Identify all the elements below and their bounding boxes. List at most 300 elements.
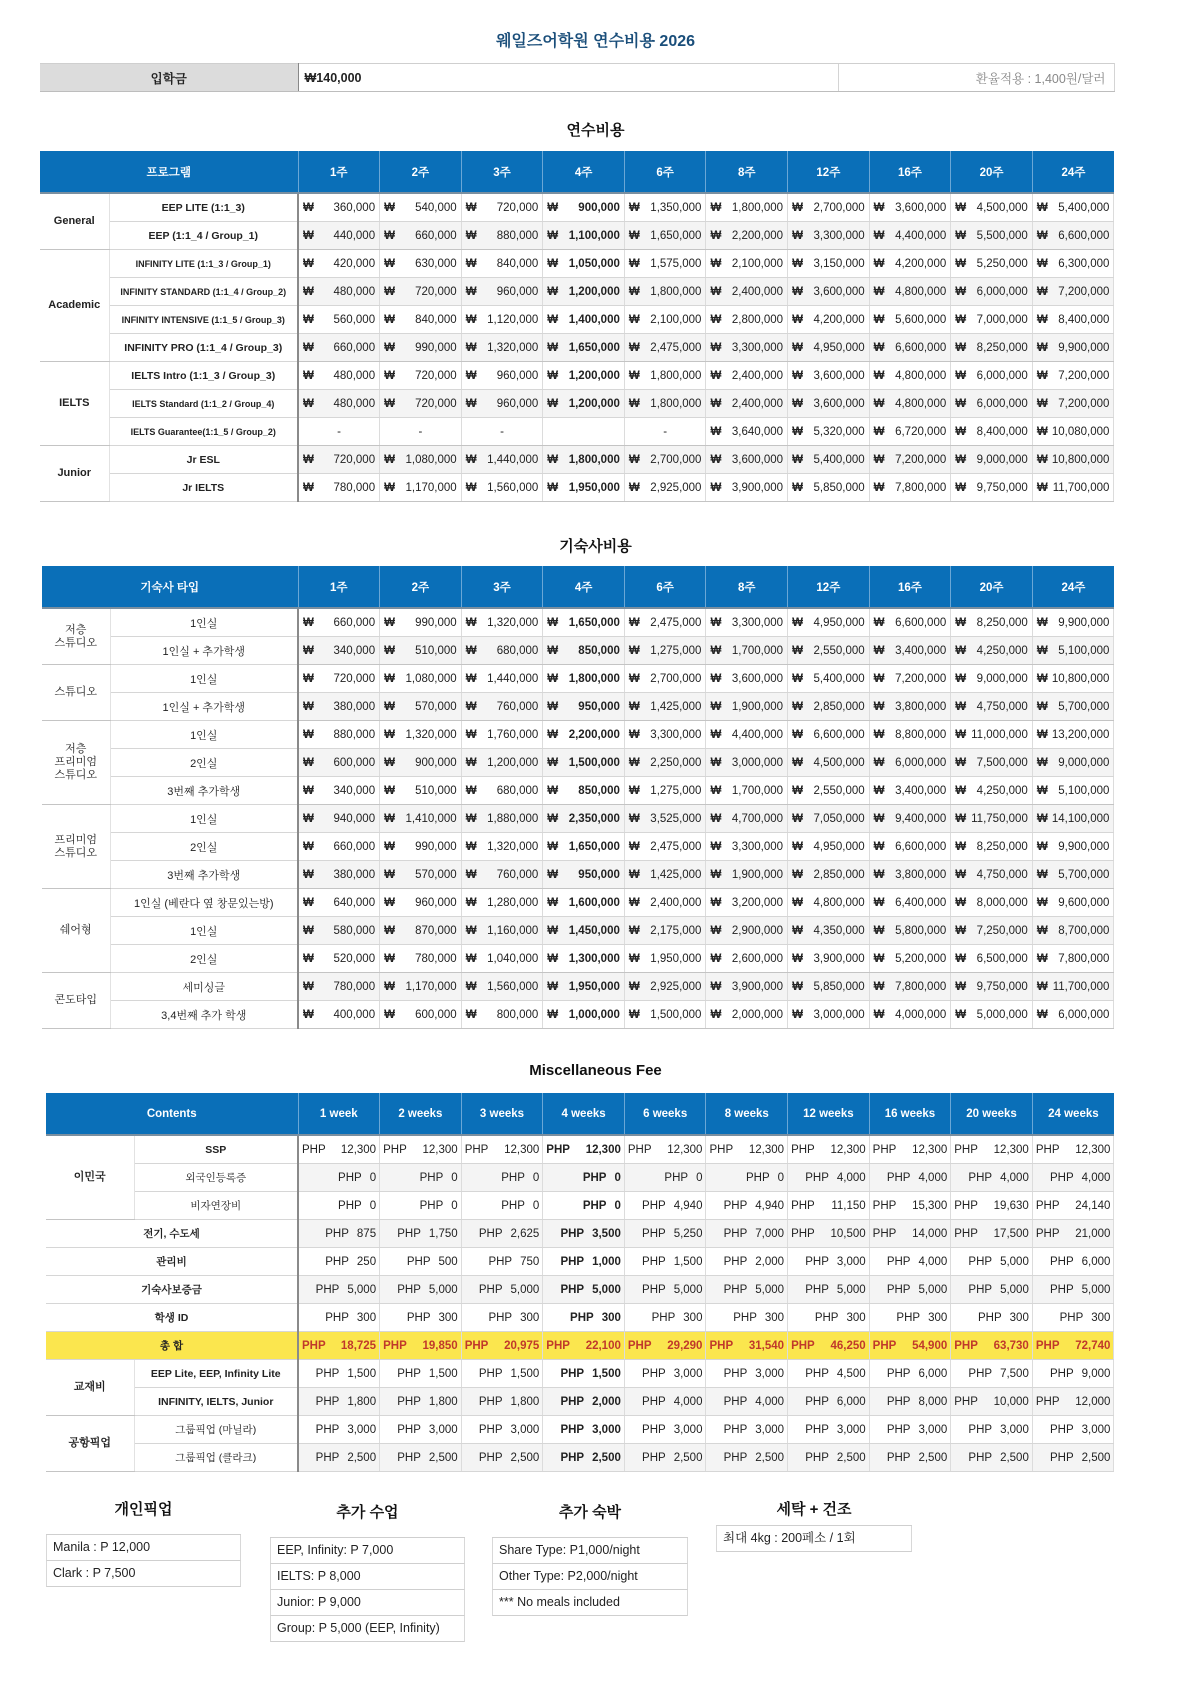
fee-value: 0 bbox=[614, 1199, 621, 1212]
fee-cell bbox=[298, 1444, 380, 1472]
fee-cell bbox=[1032, 1276, 1114, 1304]
column-header-week: 1주 bbox=[298, 151, 380, 193]
fee-cell bbox=[624, 1164, 706, 1192]
currency-label: PHP bbox=[791, 1143, 815, 1156]
price-cell bbox=[461, 805, 543, 833]
extra-title: 추가 수업 bbox=[336, 1504, 399, 1521]
price-cell bbox=[788, 1001, 870, 1029]
column-header-week: 24 weeks bbox=[1032, 1093, 1114, 1135]
currency-symbol: ₩ bbox=[384, 784, 395, 797]
price-value: 990,000 bbox=[415, 840, 457, 853]
currency-symbol: ₩ bbox=[792, 229, 803, 242]
fee-cell bbox=[461, 1248, 543, 1276]
currency-symbol: ₩ bbox=[465, 229, 477, 242]
column-header-week: 4주 bbox=[543, 566, 625, 608]
price-cell bbox=[869, 777, 951, 805]
price-value: 3,150,000 bbox=[813, 257, 865, 270]
currency-label: PHP bbox=[1050, 1255, 1074, 1268]
currency-symbol: ₩ bbox=[547, 285, 559, 298]
table-row bbox=[40, 362, 1114, 390]
price-cell bbox=[1032, 861, 1114, 889]
price-cell bbox=[461, 637, 543, 665]
price-value: 6,500,000 bbox=[976, 952, 1028, 965]
program-name: Jr ESL bbox=[109, 446, 298, 474]
table-row bbox=[42, 973, 1114, 1001]
fee-cell bbox=[380, 1444, 462, 1472]
price-value: 630,000 bbox=[415, 257, 457, 270]
fee-value: 12,300 bbox=[1075, 1143, 1111, 1156]
price-value: 1,900,000 bbox=[731, 868, 784, 881]
price-cell bbox=[461, 945, 543, 973]
currency-symbol: ₩ bbox=[547, 924, 559, 937]
currency-label: PHP bbox=[488, 1311, 513, 1324]
currency-symbol: ₩ bbox=[1036, 616, 1048, 629]
price-cell bbox=[298, 833, 380, 861]
misc-fee-table bbox=[46, 1093, 1114, 1472]
fee-cell bbox=[788, 1192, 870, 1220]
price-value: 1,450,000 bbox=[568, 924, 620, 937]
price-cell bbox=[461, 693, 543, 721]
price-cell bbox=[706, 278, 788, 306]
table-row bbox=[42, 861, 1114, 889]
currency-label: PHP bbox=[886, 1451, 911, 1464]
price-cell bbox=[298, 362, 380, 390]
currency-symbol: ₩ bbox=[792, 868, 803, 881]
column-header-week: 16주 bbox=[869, 151, 951, 193]
fee-cell bbox=[543, 1135, 625, 1164]
price-value: 720,000 bbox=[415, 369, 457, 382]
currency-label: PHP bbox=[464, 1339, 489, 1352]
fee-cell bbox=[461, 1220, 543, 1248]
price-cell bbox=[298, 777, 380, 805]
currency-symbol: ₩ bbox=[710, 397, 722, 410]
column-header-week: 4주 bbox=[543, 151, 625, 193]
currency-label: PHP bbox=[886, 1171, 911, 1184]
currency-label: PHP bbox=[302, 1339, 326, 1352]
price-value: 1,040,000 bbox=[487, 952, 539, 965]
currency-symbol: ₩ bbox=[792, 728, 803, 741]
price-cell bbox=[869, 917, 951, 945]
price-cell bbox=[380, 777, 462, 805]
currency-symbol: ₩ bbox=[384, 369, 395, 382]
fee-cell bbox=[706, 1304, 788, 1332]
tuition-table bbox=[40, 151, 1114, 502]
price-cell bbox=[869, 637, 951, 665]
price-value: 1,950,000 bbox=[568, 980, 620, 993]
currency-symbol: ₩ bbox=[710, 728, 722, 741]
currency-symbol: ₩ bbox=[547, 840, 559, 853]
currency-symbol: ₩ bbox=[628, 257, 640, 270]
price-cell bbox=[461, 418, 543, 446]
price-cell bbox=[951, 608, 1033, 637]
currency-symbol: ₩ bbox=[873, 229, 885, 242]
currency-label: PHP bbox=[805, 1255, 829, 1268]
price-cell bbox=[461, 222, 543, 250]
price-cell bbox=[624, 278, 706, 306]
currency-symbol: ₩ bbox=[710, 257, 722, 270]
price-value: 7,200,000 bbox=[895, 453, 947, 466]
price-value: 3,400,000 bbox=[895, 644, 947, 657]
fee-value: 2,500 bbox=[347, 1451, 377, 1464]
currency-symbol: ₩ bbox=[384, 672, 395, 685]
fee-cell bbox=[788, 1276, 870, 1304]
price-value: 720,000 bbox=[415, 285, 457, 298]
price-cell bbox=[1032, 973, 1114, 1001]
price-value: 3,400,000 bbox=[895, 784, 947, 797]
fee-value: 10,000 bbox=[993, 1395, 1029, 1408]
fee-cell bbox=[298, 1332, 380, 1360]
price-value: 1,200,000 bbox=[568, 397, 620, 410]
price-cell bbox=[461, 861, 543, 889]
fee-value: 3,000 bbox=[755, 1367, 785, 1380]
column-header-type: 기숙사 타입 bbox=[42, 566, 298, 608]
price-value: 8,250,000 bbox=[976, 840, 1028, 853]
fee-value: 2,500 bbox=[510, 1451, 540, 1464]
price-cell bbox=[706, 749, 788, 777]
currency-symbol: ₩ bbox=[792, 369, 803, 382]
price-value: 1,800,000 bbox=[568, 672, 620, 685]
currency-symbol: ₩ bbox=[955, 840, 967, 853]
price-cell bbox=[1032, 805, 1114, 833]
price-value: 4,250,000 bbox=[976, 644, 1028, 657]
price-value: 600,000 bbox=[415, 1008, 457, 1021]
fee-cell bbox=[951, 1360, 1033, 1388]
price-value: 9,000,000 bbox=[976, 672, 1028, 685]
price-value: 2,175,000 bbox=[650, 924, 702, 937]
price-cell bbox=[298, 749, 380, 777]
currency-symbol: ₩ bbox=[628, 840, 640, 853]
fee-value: 300 bbox=[928, 1311, 948, 1324]
price-value: 5,100,000 bbox=[1058, 784, 1110, 797]
fee-value: 3,000 bbox=[755, 1423, 785, 1436]
fee-cell bbox=[298, 1248, 380, 1276]
fee-value: 300 bbox=[520, 1311, 540, 1324]
price-cell bbox=[869, 693, 951, 721]
extra-item: Manila : P 12,000 bbox=[46, 1535, 241, 1561]
dormitory-table bbox=[42, 566, 1114, 1029]
price-cell bbox=[543, 749, 625, 777]
price-value: 570,000 bbox=[415, 700, 457, 713]
fee-cell bbox=[706, 1164, 788, 1192]
currency-symbol: ₩ bbox=[384, 201, 395, 214]
price-cell bbox=[298, 390, 380, 418]
fee-value: 0 bbox=[451, 1199, 458, 1212]
exchange-rate: 환율적용 : 1,400원/달러 bbox=[838, 64, 1114, 92]
currency-symbol: ₩ bbox=[384, 952, 395, 965]
currency-symbol: ₩ bbox=[547, 201, 559, 214]
price-cell bbox=[543, 805, 625, 833]
price-value: 3,600,000 bbox=[813, 285, 865, 298]
fee-cell bbox=[706, 1360, 788, 1388]
fee-cell bbox=[624, 1304, 706, 1332]
fee-value: 12,300 bbox=[340, 1143, 377, 1156]
price-value: 2,850,000 bbox=[813, 700, 865, 713]
fee-cell bbox=[461, 1304, 543, 1332]
currency-label: PHP bbox=[886, 1367, 911, 1380]
currency-symbol: ₩ bbox=[384, 868, 395, 881]
fee-cell bbox=[380, 1276, 462, 1304]
currency-label: PHP bbox=[872, 1339, 897, 1352]
currency-label: PHP bbox=[501, 1171, 525, 1184]
currency-symbol: ₩ bbox=[547, 481, 559, 494]
price-cell bbox=[624, 250, 706, 278]
price-cell bbox=[543, 362, 625, 390]
currency-symbol: ₩ bbox=[465, 672, 477, 685]
price-value: 2,900,000 bbox=[731, 924, 784, 937]
fee-value: 3,000 bbox=[673, 1423, 703, 1436]
room-type: 1인실 bbox=[110, 665, 298, 693]
price-value: 9,600,000 bbox=[1058, 896, 1110, 909]
price-value: 990,000 bbox=[415, 616, 457, 629]
price-value: 5,400,000 bbox=[1058, 201, 1110, 214]
currency-label: PHP bbox=[383, 1143, 407, 1156]
currency-label: PHP bbox=[886, 1395, 911, 1408]
fee-value: 17,500 bbox=[993, 1227, 1029, 1240]
price-cell bbox=[298, 973, 380, 1001]
column-header-week: 12 weeks bbox=[788, 1093, 870, 1135]
price-value: 850,000 bbox=[578, 644, 620, 657]
price-value: 5,200,000 bbox=[895, 952, 947, 965]
price-value: 570,000 bbox=[415, 868, 457, 881]
price-value: 2,200,000 bbox=[568, 728, 620, 741]
currency-symbol: ₩ bbox=[873, 840, 885, 853]
currency-symbol: ₩ bbox=[628, 924, 640, 937]
price-value: 1,800,000 bbox=[568, 453, 620, 466]
currency-symbol: ₩ bbox=[955, 868, 967, 881]
table-row bbox=[42, 889, 1114, 917]
currency-symbol: ₩ bbox=[710, 756, 722, 769]
price-value: 1,650,000 bbox=[568, 341, 620, 354]
misc-title: Miscellaneous Fee bbox=[529, 1062, 662, 1079]
price-cell bbox=[951, 889, 1033, 917]
currency-symbol: ₩ bbox=[547, 616, 559, 629]
extra-item: Clark : P 7,500 bbox=[46, 1561, 241, 1587]
currency-label: PHP bbox=[315, 1451, 340, 1464]
column-header-type: Contents bbox=[46, 1093, 298, 1135]
table-row bbox=[46, 1135, 1114, 1164]
fee-cell bbox=[706, 1220, 788, 1248]
currency-label: PHP bbox=[709, 1339, 734, 1352]
price-cell bbox=[1032, 917, 1114, 945]
price-value: 870,000 bbox=[415, 924, 457, 937]
currency-label: PHP bbox=[642, 1395, 666, 1408]
fee-cell bbox=[298, 1192, 380, 1220]
price-value: 1,425,000 bbox=[650, 868, 702, 881]
currency-symbol: ₩ bbox=[628, 728, 640, 741]
price-cell bbox=[543, 418, 625, 446]
price-cell bbox=[706, 777, 788, 805]
price-cell bbox=[1032, 474, 1114, 502]
fee-value: 12,000 bbox=[1075, 1395, 1111, 1408]
fee-cell bbox=[869, 1248, 951, 1276]
currency-symbol: ₩ bbox=[547, 896, 559, 909]
currency-symbol: ₩ bbox=[384, 756, 395, 769]
price-value: 1,880,000 bbox=[487, 812, 539, 825]
price-cell bbox=[543, 973, 625, 1001]
price-cell bbox=[706, 861, 788, 889]
price-cell bbox=[543, 306, 625, 334]
price-cell bbox=[461, 390, 543, 418]
price-cell bbox=[624, 749, 706, 777]
fee-value: 72,740 bbox=[1075, 1339, 1111, 1352]
currency-label: PHP bbox=[315, 1283, 340, 1296]
group-label: IELTS bbox=[40, 362, 109, 446]
currency-symbol: ₩ bbox=[710, 481, 722, 494]
group-label: General bbox=[40, 193, 109, 250]
column-header-week: 20주 bbox=[951, 151, 1033, 193]
price-cell bbox=[461, 306, 543, 334]
price-value: 2,800,000 bbox=[731, 313, 784, 326]
price-cell bbox=[951, 222, 1033, 250]
fee-cell bbox=[706, 1388, 788, 1416]
currency-label: PHP bbox=[501, 1199, 525, 1212]
price-value: 680,000 bbox=[496, 784, 539, 797]
fee-cell bbox=[543, 1304, 625, 1332]
currency-symbol: ₩ bbox=[465, 728, 477, 741]
price-value: 10,800,000 bbox=[1051, 453, 1110, 466]
currency-label: PHP bbox=[325, 1255, 349, 1268]
currency-label: PHP bbox=[978, 1311, 1002, 1324]
price-value: 1,950,000 bbox=[568, 481, 620, 494]
currency-symbol: ₩ bbox=[628, 700, 640, 713]
price-value: 4,800,000 bbox=[895, 369, 947, 382]
price-value: 480,000 bbox=[333, 369, 376, 382]
fee-cell bbox=[788, 1164, 870, 1192]
price-cell bbox=[543, 917, 625, 945]
price-cell bbox=[461, 446, 543, 474]
currency-symbol: ₩ bbox=[955, 397, 967, 410]
table-row bbox=[46, 1276, 1114, 1304]
currency-symbol: ₩ bbox=[955, 425, 967, 438]
fee-cell bbox=[380, 1192, 462, 1220]
table-row bbox=[42, 721, 1114, 749]
extra-box bbox=[492, 1537, 688, 1616]
fee-cell bbox=[543, 1276, 625, 1304]
price-cell bbox=[951, 362, 1033, 390]
currency-symbol: ₩ bbox=[955, 672, 967, 685]
price-value: 6,720,000 bbox=[895, 425, 947, 438]
price-value: 4,800,000 bbox=[895, 285, 947, 298]
currency-label: PHP bbox=[733, 1311, 757, 1324]
extra-item: 최대 4kg : 200페소 / 1회 bbox=[716, 1526, 912, 1552]
fee-cell bbox=[624, 1416, 706, 1444]
group-label: 콘도타입 bbox=[42, 973, 110, 1029]
currency-symbol: ₩ bbox=[465, 756, 477, 769]
price-value: - bbox=[418, 425, 423, 438]
currency-symbol: ₩ bbox=[873, 868, 885, 881]
price-cell bbox=[951, 917, 1033, 945]
group-label: Junior bbox=[40, 446, 109, 502]
currency-symbol: ₩ bbox=[303, 453, 314, 466]
fee-value: 11,150 bbox=[831, 1199, 866, 1212]
fee-value: 6,000 bbox=[836, 1395, 866, 1408]
page-title: 웨일즈어학원 연수비용 2026 bbox=[495, 33, 696, 50]
price-value: 2,250,000 bbox=[650, 756, 702, 769]
price-value: 8,800,000 bbox=[895, 728, 947, 741]
fee-value: 0 bbox=[369, 1199, 377, 1212]
price-value: 7,800,000 bbox=[895, 980, 947, 993]
price-cell bbox=[951, 721, 1033, 749]
fee-value: 2,500 bbox=[428, 1451, 458, 1464]
table-row bbox=[42, 805, 1114, 833]
currency-label: PHP bbox=[1059, 1311, 1084, 1324]
currency-symbol: ₩ bbox=[384, 229, 395, 242]
table-row bbox=[46, 1416, 1114, 1444]
fee-value: 4,000 bbox=[836, 1171, 866, 1184]
currency-symbol: ₩ bbox=[384, 285, 395, 298]
column-header-week: 1주 bbox=[298, 566, 380, 608]
currency-label: PHP bbox=[886, 1423, 911, 1436]
currency-symbol: ₩ bbox=[303, 481, 314, 494]
price-value: 4,350,000 bbox=[813, 924, 865, 937]
currency-label: PHP bbox=[805, 1171, 829, 1184]
fee-value: 31,540 bbox=[748, 1339, 785, 1352]
fee-cell bbox=[869, 1276, 951, 1304]
room-type: 1인실 (베란다 옆 창문있는방) bbox=[110, 889, 298, 917]
price-value: 840,000 bbox=[496, 257, 539, 270]
room-type: 1인실 + 추가학생 bbox=[110, 693, 298, 721]
currency-symbol: ₩ bbox=[873, 257, 885, 270]
price-value: 380,000 bbox=[333, 868, 376, 881]
fee-value: 0 bbox=[614, 1171, 621, 1184]
fee-cell bbox=[869, 1135, 951, 1164]
price-value: 6,600,000 bbox=[895, 840, 947, 853]
fee-value: 24,140 bbox=[1075, 1199, 1111, 1212]
price-value: 9,900,000 bbox=[1058, 840, 1110, 853]
fee-cell bbox=[380, 1388, 462, 1416]
currency-label: PHP bbox=[419, 1171, 444, 1184]
price-value: 1,700,000 bbox=[731, 784, 784, 797]
price-value: 2,400,000 bbox=[731, 397, 784, 410]
currency-symbol: ₩ bbox=[303, 672, 314, 685]
price-cell bbox=[380, 861, 462, 889]
price-cell bbox=[380, 693, 462, 721]
price-cell bbox=[951, 665, 1033, 693]
price-value: 5,500,000 bbox=[976, 229, 1028, 242]
fee-name: 비자연장비 bbox=[134, 1192, 298, 1220]
fee-cell bbox=[951, 1135, 1033, 1164]
price-value: 2,700,000 bbox=[650, 672, 702, 685]
price-cell bbox=[1032, 777, 1114, 805]
currency-symbol: ₩ bbox=[628, 397, 640, 410]
price-cell bbox=[380, 721, 462, 749]
price-cell bbox=[543, 278, 625, 306]
fee-value: 3,000 bbox=[1081, 1423, 1111, 1436]
price-cell bbox=[298, 945, 380, 973]
price-value: 4,500,000 bbox=[813, 756, 865, 769]
fee-value: 3,000 bbox=[1000, 1423, 1029, 1436]
price-cell bbox=[543, 193, 625, 222]
price-cell bbox=[788, 637, 870, 665]
price-value: 8,250,000 bbox=[976, 616, 1028, 629]
price-cell bbox=[624, 1001, 706, 1029]
fee-value: 3,000 bbox=[510, 1423, 540, 1436]
column-header-week: 16주 bbox=[869, 566, 951, 608]
fee-value: 3,000 bbox=[347, 1423, 377, 1436]
price-value: 1,560,000 bbox=[487, 980, 539, 993]
price-value: 580,000 bbox=[333, 924, 376, 937]
fee-value: 3,000 bbox=[918, 1423, 948, 1436]
currency-label: PHP bbox=[478, 1451, 503, 1464]
currency-label: PHP bbox=[570, 1311, 594, 1324]
price-value: 2,925,000 bbox=[650, 481, 702, 494]
fee-name: INFINITY, IELTS, Junior bbox=[134, 1388, 298, 1416]
price-value: 1,800,000 bbox=[650, 397, 702, 410]
price-cell bbox=[788, 833, 870, 861]
price-value: 11,000,000 bbox=[971, 728, 1028, 741]
extra-box bbox=[716, 1525, 912, 1552]
currency-symbol: ₩ bbox=[873, 644, 885, 657]
